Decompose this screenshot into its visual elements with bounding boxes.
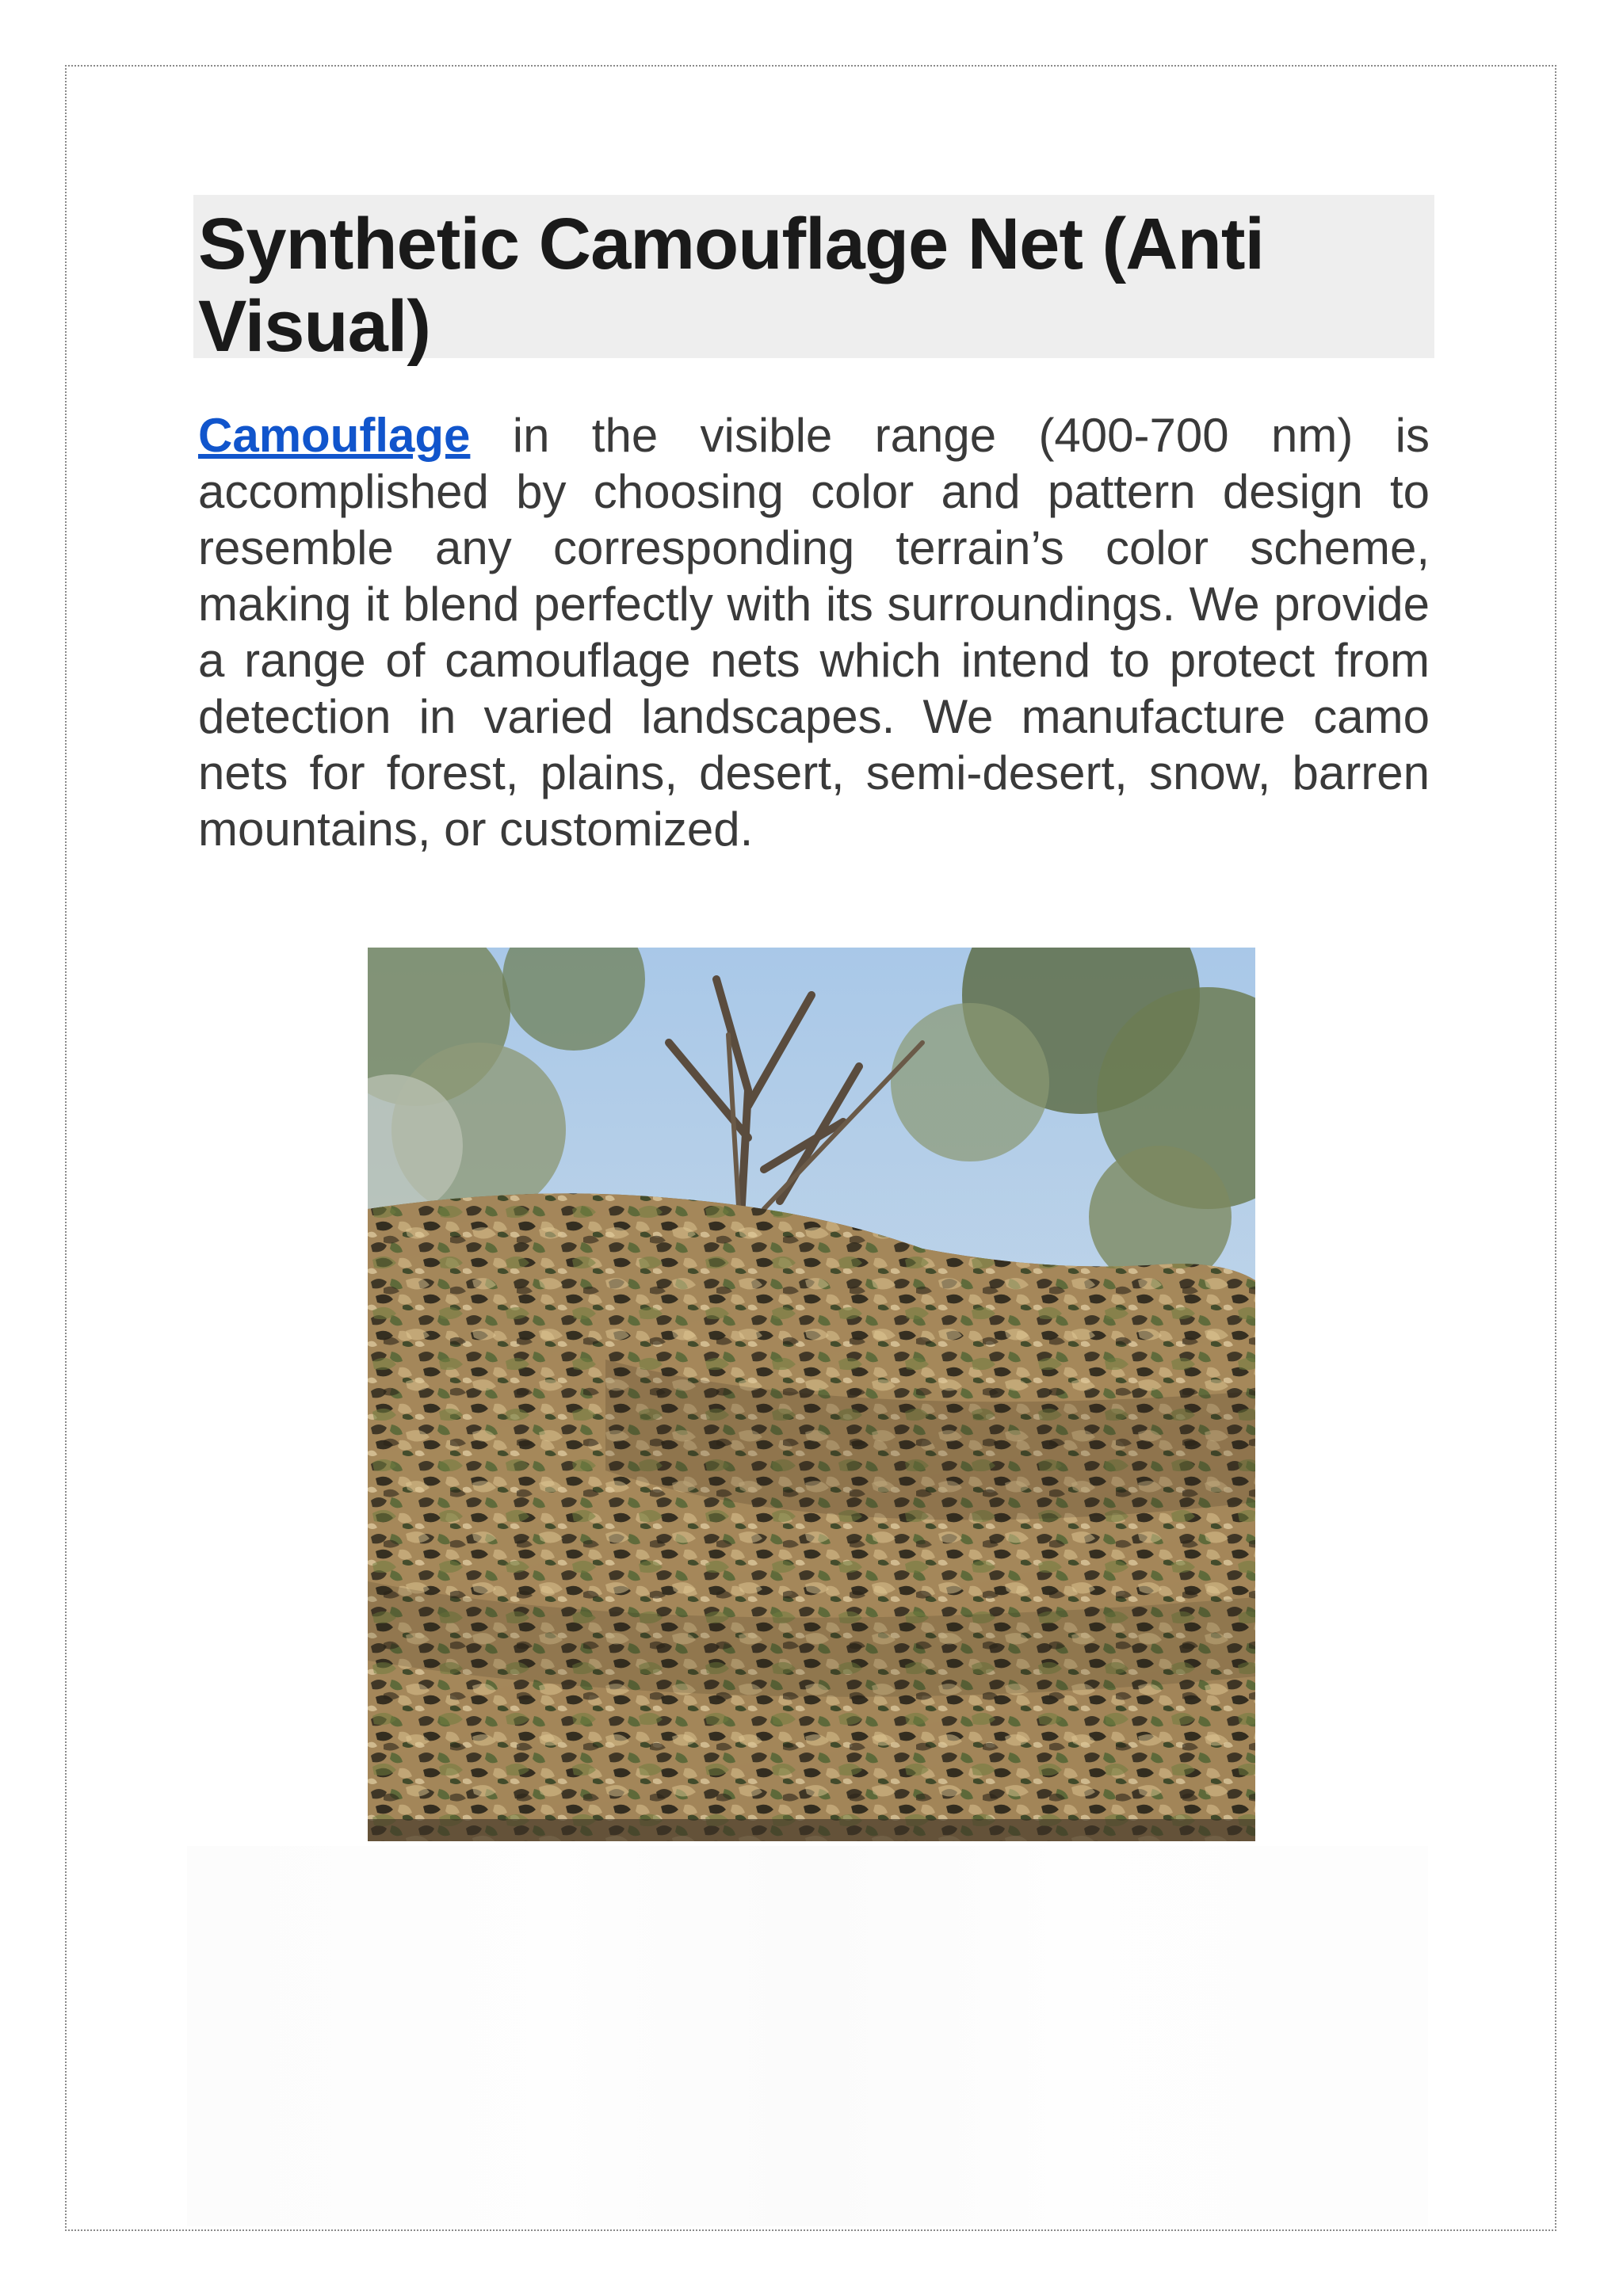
intro-paragraph-text: in the visible range (400-700 nm) is accomplished by choosing color and pattern design to resemble any corresponding terrain’s color scheme, making it blend perfectly with its surroundings. We provide a range of camouflage nets which intend to protect from detection in varied landscapes. We manufacture camo nets for forest, plains, desert, semi-desert, snow, barren mountains, or customized. [198,409,1430,856]
document-body [193,195,1434,857]
blank-area [187,1846,1428,2226]
camouflage-link[interactable]: Camouflage [198,409,471,462]
page-title: Synthetic Camouflage Net (Anti Visual) [198,204,1265,367]
intro-paragraph [198,407,1430,857]
camouflage-net-photo [368,948,1255,1841]
title-block [193,195,1434,367]
